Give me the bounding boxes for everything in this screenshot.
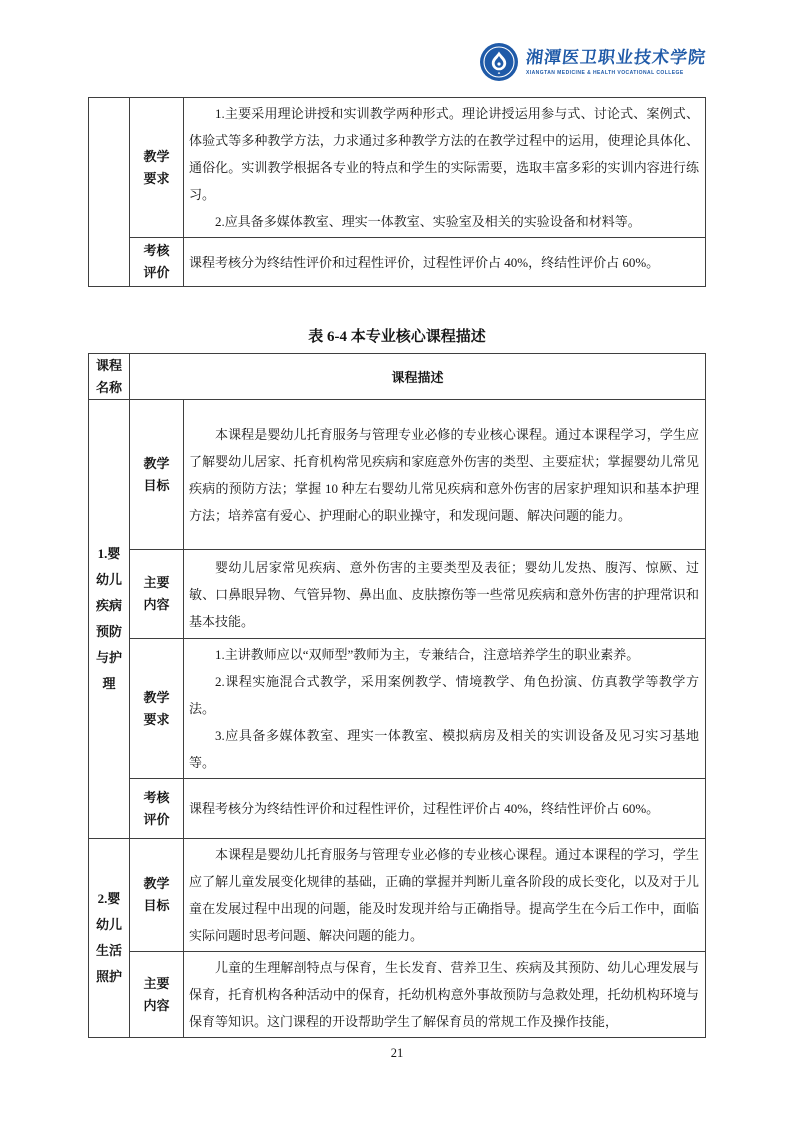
course-name-empty-cell [89, 98, 130, 287]
college-name-cn: 湘潭医卫职业技术学院 [525, 48, 708, 67]
college-emblem-icon [479, 42, 519, 82]
teaching-requirements-text [184, 98, 706, 238]
course-1-label-main-content [130, 550, 184, 639]
course-1-name: 1.婴幼儿疾病预防与护理 [95, 546, 122, 691]
paragraph: 婴幼儿居家常见疾病、意外伤害的主要类型及表征；婴幼儿发热、腹泻、惊厥、过敏、口鼻眼异物、气管异物、鼻出血、皮肤擦伤等一些常见疾病和意外伤害的护理常识和基本技能。 [189, 559, 699, 629]
row-label-teaching-requirements [130, 98, 184, 238]
course-2-main-content-text [184, 952, 706, 1038]
course-1-label-objectives [130, 400, 184, 550]
table-header-row [89, 354, 706, 400]
course-1-name-cell [89, 400, 130, 839]
table-row [89, 550, 706, 639]
table-row [89, 639, 706, 779]
course-1-objectives-text [184, 400, 706, 550]
paragraph: 儿童的生理解剖特点与保育，生长发育、营养卫生、疾病及其预防、幼儿心理发展与保育，托育机构各种活动中的保育，托幼机构意外事故预防与急救处理，托幼机构环境与保育等知识。这门课程的开设帮助学生了解保育员的常规工作及操作技能， [189, 960, 699, 1029]
paragraph: 本课程是婴幼儿托育服务与管理专业必修的专业核心课程。通过本课程的学习，学生应了解儿童发展变化规律的基础，正确的掌握并判断儿童各阶段的成长变化，以及对于儿童在发展过程中出现的问题，能及时发现并给与正确指导。提高学生在今后工作中，面临实际问题时思考问题、解决问题的能力。 [189, 847, 699, 943]
paragraph: 课程考核分为终结性评价和过程性评价，过程性评价占 40%，终结性评价占 60%。 [189, 801, 660, 816]
paragraph: 本课程是婴幼儿托育服务与管理专业必修的专业核心课程。通过本课程学习，学生应了解婴幼儿居家、托育机构常见疾病和家庭意外伤害的类型、主要症状；掌握婴幼儿常见疾病的预防方法；掌握 10 种左右婴幼儿常见疾病和意外伤害的居家护理知识和基本护理方法；培养富有爱心、护理耐心的职业操守，和发现问题、解决问题的能力。 [189, 426, 699, 523]
table-row [89, 779, 706, 839]
college-logo [479, 42, 706, 82]
assessment-text [184, 238, 706, 287]
college-name-block [526, 48, 706, 76]
page-content [88, 0, 706, 1061]
course-1-label-teaching-requirements [130, 639, 184, 779]
page-header [88, 0, 706, 97]
table-row [89, 238, 706, 287]
table-row [89, 400, 706, 550]
course-1-main-content-text [184, 550, 706, 639]
paragraph: 3.应具备多媒体教室、理实一体教室、模拟病房及相关的实训设备及见习实习基地等。 [189, 728, 699, 770]
course-description-header: 课程描述 [130, 354, 706, 400]
paragraph: 2.应具备多媒体教室、理实一体教室、实验室及相关的实验设备和材料等。 [215, 214, 641, 229]
row-label-text: 考核评价 [143, 789, 170, 827]
table-row [89, 839, 706, 952]
college-name-en: XIANGTAN MEDICINE & HEALTH VOCATIONAL COLLEGE [526, 70, 684, 76]
course-name-header [89, 354, 130, 400]
row-label-text: 主要内容 [143, 975, 170, 1013]
course-1-teaching-requirements-text [184, 639, 706, 779]
row-label-text: 考核评价 [143, 243, 170, 280]
row-label-assessment [130, 238, 184, 287]
row-label-text: 教学要求 [143, 148, 170, 186]
continuation-table [88, 97, 706, 287]
course-2-label-main-content [130, 952, 184, 1038]
table-row [89, 98, 706, 238]
course-2-name-cell [89, 839, 130, 1038]
paragraph: 1.主要采用理论讲授和实训教学两种形式。理论讲授运用参与式、讨论式、案例式、体验式等多种教学方法，力求通过多种教学方法的在教学过程中的运用，使理论具体化、通俗化。实训教学根据各专业的特点和学生的实际需要，选取丰富多彩的实训内容进行练习。 [189, 106, 699, 202]
course-1-assessment-text [184, 779, 706, 839]
course-2-name: 2.婴幼儿生活照护 [95, 891, 122, 984]
paragraph: 2.课程实施混合式教学，采用案例教学、情境教学、角色扮演、仿真教学等教学方法。 [189, 674, 699, 716]
table-row [89, 952, 706, 1038]
table-title: 表 6-4 本专业核心课程描述 [308, 329, 486, 345]
course-1-label-assessment [130, 779, 184, 839]
course-2-label-objectives [130, 839, 184, 952]
row-label-text: 主要内容 [143, 575, 170, 612]
row-label-text: 教学目标 [143, 876, 170, 913]
core-course-table [88, 353, 706, 1038]
paragraph: 1.主讲教师应以“双师型”教师为主，专兼结合，注意培养学生的职业素养。 [215, 647, 640, 662]
course-name-header-text: 课程名称 [95, 357, 122, 395]
page-number: 21 [390, 1046, 404, 1060]
course-2-objectives-text [184, 839, 706, 952]
row-label-text: 教学要求 [143, 689, 170, 727]
row-label-text: 教学目标 [143, 455, 170, 493]
paragraph: 课程考核分为终结性评价和过程性评价，过程性评价占 40%，终结性评价占 60%。 [189, 254, 660, 270]
